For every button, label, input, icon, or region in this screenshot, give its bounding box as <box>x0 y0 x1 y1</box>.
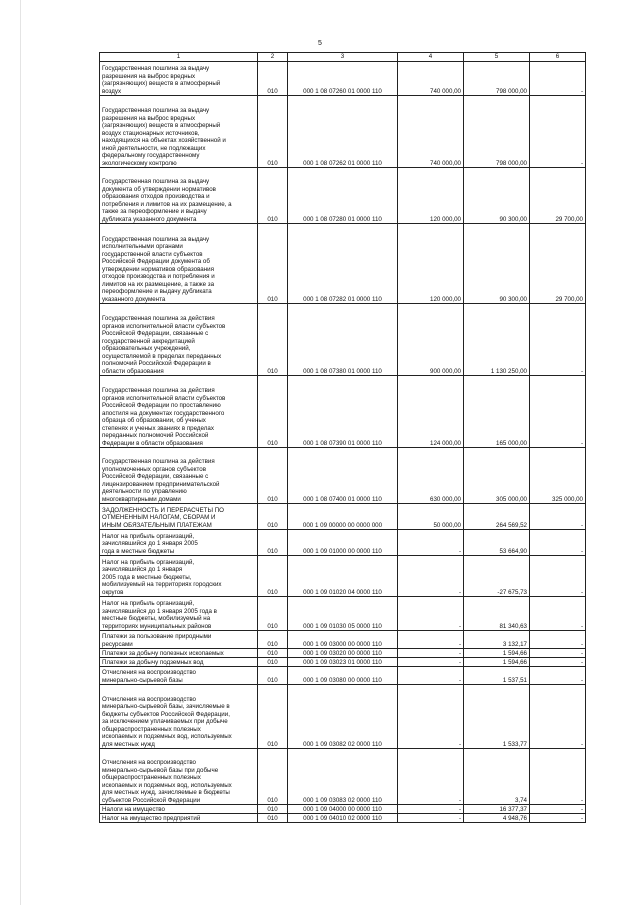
row-code: 010 <box>258 504 288 530</box>
row-code: 010 <box>258 168 288 224</box>
row-budget-code: 000 1 08 07282 01 0000 110 <box>288 224 398 304</box>
row-fact: 4 948,76 <box>464 814 530 823</box>
table-row <box>100 658 586 667</box>
row-name: Государственная пошлина за действия уполномоченных органов субъектов Российской Федерации, связанные с лицензированием предпринимательской деятельности по управлению многоквартирными домами <box>100 448 258 504</box>
row-code: 010 <box>258 814 288 823</box>
row-budget-code: 000 1 09 01000 00 0000 110 <box>288 530 398 556</box>
row-name: Платежи за добычу полезных ископаемых <box>100 649 258 658</box>
row-budget-code: 000 1 08 07280 01 0000 110 <box>288 168 398 224</box>
row-fact: 1 594,66 <box>464 649 530 658</box>
row-fact: 798 000,00 <box>464 96 530 168</box>
row-budget-code: 000 1 08 07262 01 0000 110 <box>288 96 398 168</box>
row-code: 010 <box>258 667 288 685</box>
row-code: 010 <box>258 530 288 556</box>
row-diff: - <box>530 62 586 96</box>
table-row <box>100 168 586 224</box>
row-code: 010 <box>258 304 288 376</box>
row-budget-code: 000 1 08 07400 01 0000 110 <box>288 448 398 504</box>
row-budget-code: 000 1 09 03083 02 0000 110 <box>288 749 398 805</box>
row-fact: 53 664,90 <box>464 530 530 556</box>
row-fact: 81 340,63 <box>464 597 530 631</box>
table-row <box>100 224 586 304</box>
table-row <box>100 685 586 749</box>
row-code: 010 <box>258 805 288 814</box>
column-header: 3 <box>288 53 398 62</box>
column-header: 2 <box>258 53 288 62</box>
column-header: 6 <box>530 53 586 62</box>
row-plan: - <box>398 631 464 649</box>
row-code: 010 <box>258 749 288 805</box>
row-name: Отчисления на воспроизводство минерально-сырьевой базы, зачисляемые в бюджеты субъектов Российской Федерации, за исключением уплачиваемых при добыче общераспространенных полезных ископаемых и подземных вод, используемых для местных нужд <box>100 685 258 749</box>
table-row <box>100 62 586 96</box>
row-name: Государственная пошлина за выдачу разрешения на выброс вредных (загрязняющих) веществ в атмосферный воздух стационарных источников, находящихся на объектах хозяйственной и иной деятельности, не подлежащих федеральному государственному экологическому контролю <box>100 96 258 168</box>
row-diff: - <box>530 749 586 805</box>
row-diff: - <box>530 805 586 814</box>
table-row <box>100 96 586 168</box>
row-fact: 165 000,00 <box>464 376 530 448</box>
row-fact: 90 300,00 <box>464 168 530 224</box>
row-budget-code: 000 1 09 01020 04 0000 110 <box>288 556 398 597</box>
row-budget-code: 000 1 09 04000 00 0000 110 <box>288 805 398 814</box>
row-budget-code: 000 1 09 01030 05 0000 110 <box>288 597 398 631</box>
row-diff: - <box>530 96 586 168</box>
row-plan: - <box>398 814 464 823</box>
row-budget-code: 000 1 09 00000 00 0000 000 <box>288 504 398 530</box>
row-name: Государственная пошлина за действия органов исполнительной власти субъектов Российской Федерации по проставлению апостиля на документах государственного образца об образовании, об ученых степенях и ученых званиях в пределах переданных полномочий Российской Федерации в области образования <box>100 376 258 448</box>
row-budget-code: 000 1 09 03000 00 0000 110 <box>288 631 398 649</box>
row-budget-code: 000 1 09 03020 00 0000 110 <box>288 649 398 658</box>
row-plan: - <box>398 749 464 805</box>
table-row <box>100 805 586 814</box>
row-diff: - <box>530 556 586 597</box>
row-plan: - <box>398 530 464 556</box>
row-name: Налог на прибыль организаций, зачислявшийся до 1 января 2005 года в местные бюджеты, мобилизуемый на территориях городских округов <box>100 556 258 597</box>
row-diff: - <box>530 667 586 685</box>
table-row <box>100 556 586 597</box>
row-code: 010 <box>258 685 288 749</box>
row-diff: - <box>530 597 586 631</box>
row-diff: - <box>530 504 586 530</box>
row-fact: 1 533,77 <box>464 685 530 749</box>
row-name: Отчисления на воспроизводство минерально-сырьевой базы при добыче общераспространенных полезных ископаемых и подземных вод, используемых для местных нужд, зачисляемые в бюджеты субъектов Российской Федерации <box>100 749 258 805</box>
budget-table <box>99 52 586 823</box>
row-code: 010 <box>258 631 288 649</box>
row-code: 010 <box>258 658 288 667</box>
row-name: Налог на имущество предприятий <box>100 814 258 823</box>
row-fact: 264 569,52 <box>464 504 530 530</box>
row-budget-code: 000 1 09 04010 02 0000 110 <box>288 814 398 823</box>
row-code: 010 <box>258 96 288 168</box>
row-fact: 16 377,37 <box>464 805 530 814</box>
row-plan: 120 000,00 <box>398 224 464 304</box>
row-fact: 798 000,00 <box>464 62 530 96</box>
row-budget-code: 000 1 08 07390 01 0000 110 <box>288 376 398 448</box>
row-code: 010 <box>258 649 288 658</box>
column-header: 1 <box>100 53 258 62</box>
column-header: 5 <box>464 53 530 62</box>
row-plan: 50 000,00 <box>398 504 464 530</box>
row-budget-code: 000 1 08 07380 01 0000 110 <box>288 304 398 376</box>
row-name: Государственная пошлина за выдачу исполнительными органами государственной власти субъектов Российской Федерации документа об утверждении нормативов образования отходов производства и потребления и лимитов на их размещение, а также за переоформление и выдачу дубликата указанного документа <box>100 224 258 304</box>
row-plan: 740 000,00 <box>398 96 464 168</box>
row-name: Налоги на имущество <box>100 805 258 814</box>
table-row <box>100 631 586 649</box>
row-diff: - <box>530 658 586 667</box>
row-code: 010 <box>258 376 288 448</box>
row-code: 010 <box>258 224 288 304</box>
row-diff: - <box>530 685 586 749</box>
row-plan: - <box>398 685 464 749</box>
table-row <box>100 814 586 823</box>
row-name: Государственная пошлина за выдачу разрешения на выброс вредных (загрязняющих) веществ в атмосферный воздух <box>100 62 258 96</box>
row-plan: 124 000,00 <box>398 376 464 448</box>
table-body <box>100 62 586 823</box>
row-fact: 305 000,00 <box>464 448 530 504</box>
row-diff: 29 700,00 <box>530 168 586 224</box>
row-diff: - <box>530 649 586 658</box>
row-diff: 325 000,00 <box>530 448 586 504</box>
row-fact: -27 675,73 <box>464 556 530 597</box>
row-plan: 900 000,00 <box>398 304 464 376</box>
row-code: 010 <box>258 448 288 504</box>
column-header: 4 <box>398 53 464 62</box>
table-row <box>100 504 586 530</box>
row-diff: 29 700,00 <box>530 224 586 304</box>
row-name: Платежи за пользование природными ресурсами <box>100 631 258 649</box>
row-name: Государственная пошлина за действия органов исполнительной власти субъектов Российской Федерации, связанные с государственной аккредитацией образовательных учреждений, осуществляемой в пределах переданных полномочий Российской Федерации в области образования <box>100 304 258 376</box>
row-code: 010 <box>258 556 288 597</box>
row-diff: - <box>530 814 586 823</box>
row-budget-code: 000 1 08 07260 01 0000 110 <box>288 62 398 96</box>
table-row <box>100 530 586 556</box>
row-name: Государственная пошлина за выдачу документа об утверждении нормативов образования отходов производства и потребления и лимитов на их размещение, а также за переоформление и выдачу дубликата указанного документа <box>100 168 258 224</box>
table-row <box>100 667 586 685</box>
scan-margin-line <box>20 0 21 905</box>
row-fact: 1 537,51 <box>464 667 530 685</box>
table-header-row <box>100 53 586 62</box>
table-row <box>100 304 586 376</box>
page-number: 5 <box>318 40 322 47</box>
row-name: Налог на прибыль организаций, зачислявшийся до 1 января 2005 года в местные бюджеты <box>100 530 258 556</box>
row-plan: 630 000,00 <box>398 448 464 504</box>
row-name: Платежи за добычу подземных вод <box>100 658 258 667</box>
row-plan: - <box>398 556 464 597</box>
row-diff: - <box>530 530 586 556</box>
row-plan: - <box>398 649 464 658</box>
table-row <box>100 597 586 631</box>
row-plan: 740 000,00 <box>398 62 464 96</box>
row-diff: - <box>530 304 586 376</box>
table-row <box>100 448 586 504</box>
row-fact: 1 594,66 <box>464 658 530 667</box>
row-budget-code: 000 1 09 03023 01 0000 110 <box>288 658 398 667</box>
row-fact: 1 130 250,00 <box>464 304 530 376</box>
table-row <box>100 649 586 658</box>
row-diff: - <box>530 631 586 649</box>
row-plan: - <box>398 805 464 814</box>
row-budget-code: 000 1 09 03082 02 0000 110 <box>288 685 398 749</box>
row-plan: - <box>398 658 464 667</box>
row-plan: - <box>398 597 464 631</box>
row-fact: 90 300,00 <box>464 224 530 304</box>
row-fact: 3,74 <box>464 749 530 805</box>
row-plan: - <box>398 667 464 685</box>
table-row <box>100 749 586 805</box>
row-code: 010 <box>258 597 288 631</box>
row-name: Отчисления на воспроизводство минерально-сырьевой базы <box>100 667 258 685</box>
row-budget-code: 000 1 09 03080 00 0000 110 <box>288 667 398 685</box>
row-diff: - <box>530 376 586 448</box>
row-name: Налог на прибыль организаций, зачислявшийся до 1 января 2005 года в местные бюджеты, мобилизуемый на территориях муниципальных районов <box>100 597 258 631</box>
table-row <box>100 376 586 448</box>
row-name: ЗАДОЛЖЕННОСТЬ И ПЕРЕРАСЧЕТЫ ПО ОТМЕНЕННЫМ НАЛОГАМ, СБОРАМ И ИНЫМ ОБЯЗАТЕЛЬНЫМ ПЛАТЕЖАМ <box>100 504 258 530</box>
row-fact: 3 132,17 <box>464 631 530 649</box>
row-plan: 120 000,00 <box>398 168 464 224</box>
row-code: 010 <box>258 62 288 96</box>
